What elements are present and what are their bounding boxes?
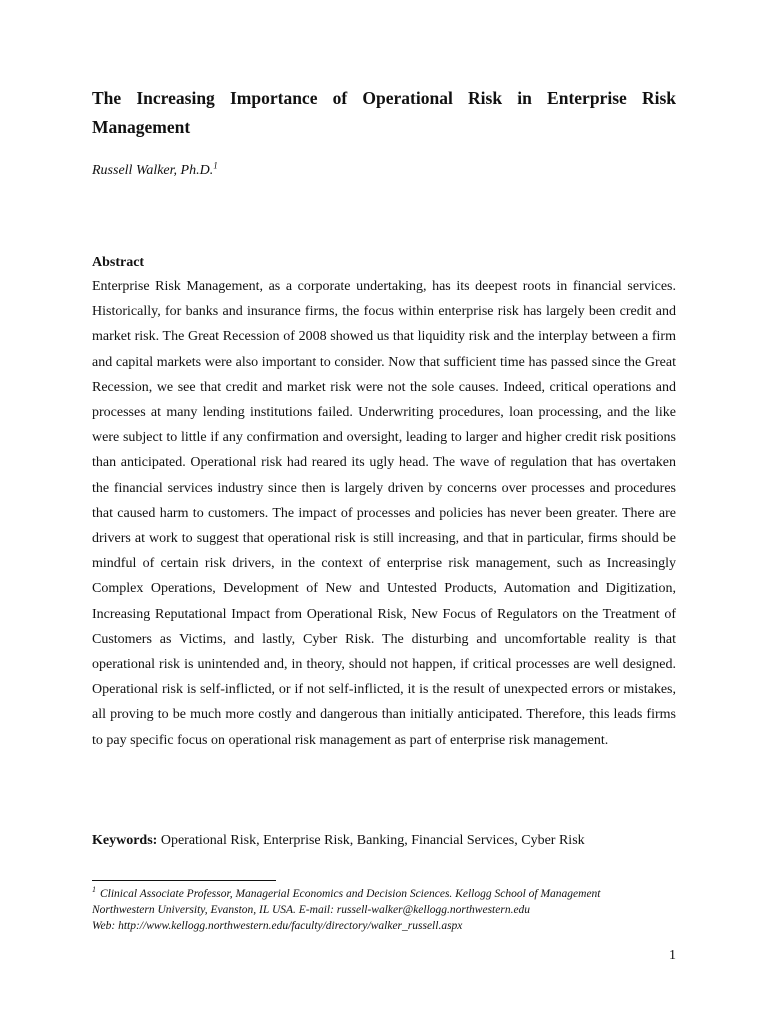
footnote-line-2[interactable]: Northwestern University, Evanston, IL USA. E-mail: russell-walker@kellogg.northwestern.edu bbox=[92, 904, 531, 916]
footnote-line-3[interactable]: Web: http://www.kellogg.northwestern.edu/faculty/directory/walker_russell.aspx bbox=[92, 920, 463, 932]
footnote-divider bbox=[92, 880, 276, 881]
paper-title: The Increasing Importance of Operational Risk in Enterprise Risk Management bbox=[92, 88, 676, 137]
abstract-heading: Abstract bbox=[92, 255, 145, 270]
page-number: 1 bbox=[669, 948, 676, 963]
footnote bbox=[92, 886, 676, 934]
author-footnote-marker[interactable]: 1 bbox=[213, 160, 218, 171]
keywords-line bbox=[92, 830, 676, 852]
footnote-affiliation: Clinical Associate Professor, Managerial Economics and Decision Sciences. Kellogg School of Management bbox=[100, 888, 601, 900]
paper-page bbox=[92, 0, 676, 1024]
abstract-body: Enterprise Risk Management, as a corporate undertaking, has its deepest roots in financial services. Historically, for banks and insurance firms, the focus within enterprise risk has largely been credit and market risk. The Great Recession of 2008 showed us that liquidity risk and the interplay between a firm and capital markets were also important to consider. Now that sufficient time has passed since the Great Recession, we see that credit and market risk were not the sole causes. Indeed, critical operations and processes at many lending institutions failed. Underwriting procedures, loan processing, and the like were subject to little if any confirmation and oversight, leading to larger and higher credit risk positions than anticipated. Operational risk had reared its ugly head. The wave of regulation that has overtaken the financial services industry since then is largely driven by concerns over processes and procedures that caused harm to customers. The impact of processes and policies has never been greater. There are drivers at work to suggest that operational risk is still increasing, and that in particular, firms should be mindful of certain risk drivers, in the context of enterprise risk management, such as Increasingly Complex Operations, Development of New and Untested Products, Automation and Digitization, Increasing Reputational Impact from Operational Risk, New Focus of Regulators on the Treatment of Customers as Victims, and lastly, Cyber Risk. The disturbing and uncomfortable reality is that operational risk is unintended and, in theory, should not happen, if critical processes are well designed. Operational risk is self-inflicted, or if not self-inflicted, it is the result of unexpected errors or mistakes, all proving to be much more costly and dangerous than initially anticipated. Therefore, this leads firms to pay specific focus on operational risk management as part of enterprise risk management. bbox=[92, 279, 676, 748]
author-name: Russell Walker, Ph.D. bbox=[92, 163, 214, 178]
footnote-line-1 bbox=[92, 886, 676, 902]
author-line bbox=[92, 161, 218, 181]
footnote-marker: 1 bbox=[92, 885, 96, 895]
keywords-values: Operational Risk, Enterprise Risk, Banking, Financial Services, Cyber Risk bbox=[160, 833, 585, 848]
keywords-label: Keywords: bbox=[92, 833, 158, 848]
